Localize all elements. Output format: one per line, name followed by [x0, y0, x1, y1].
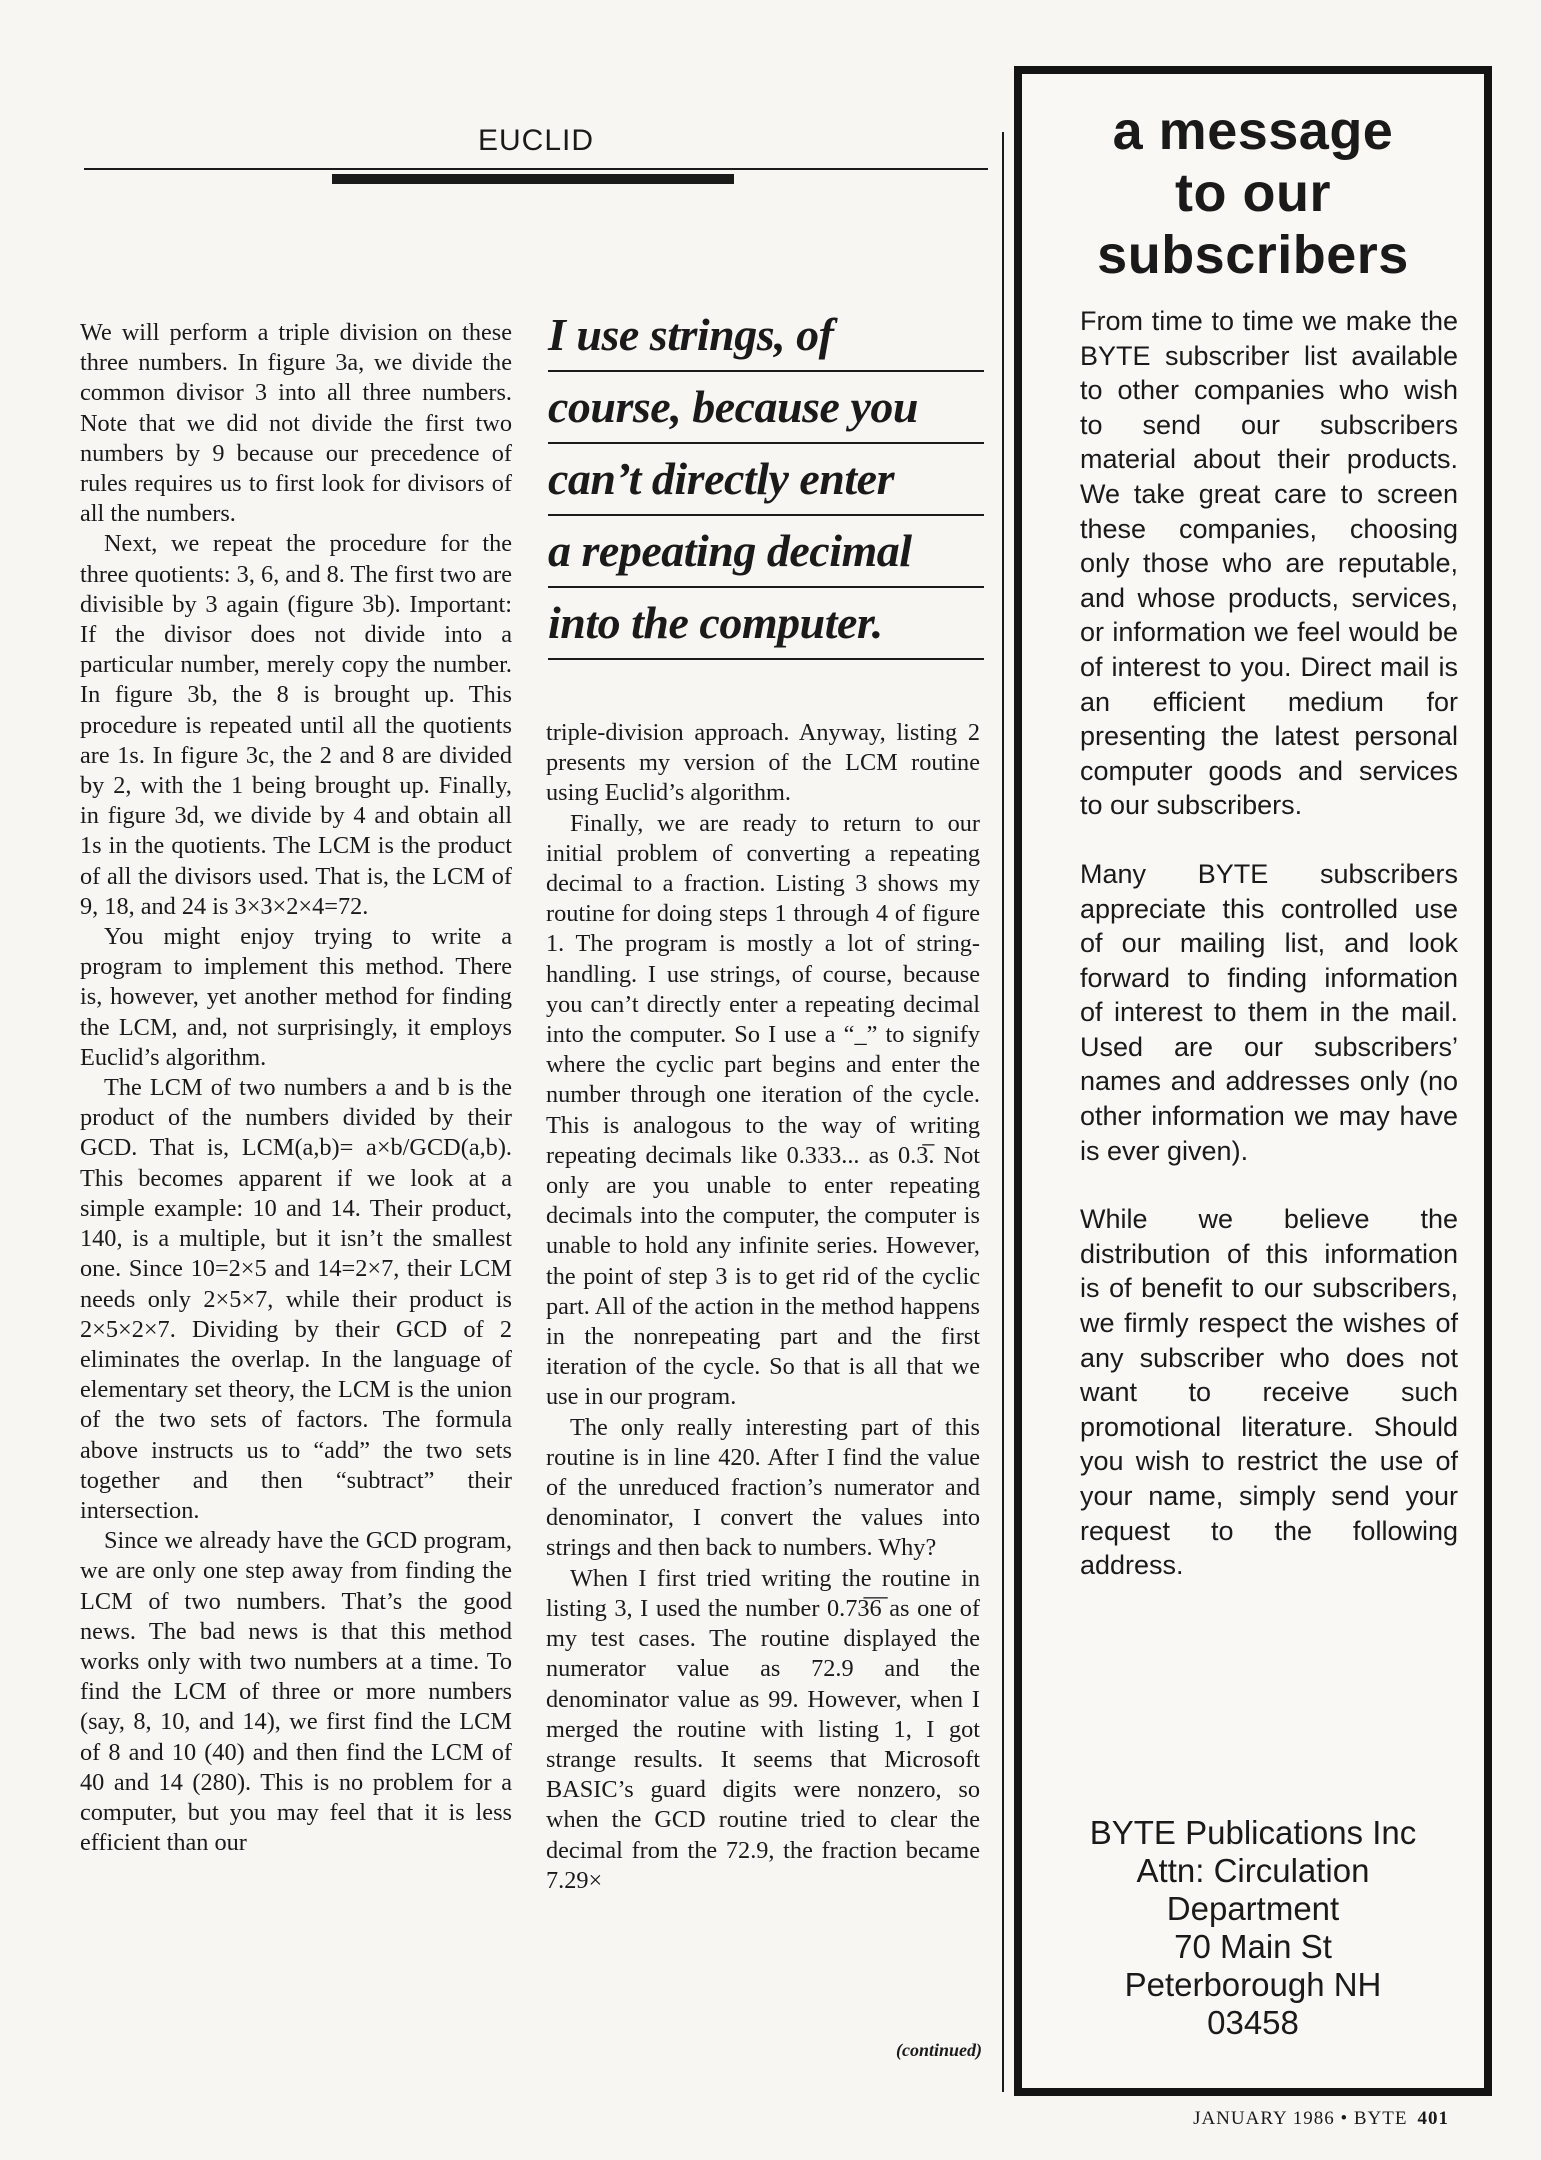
column-rule	[1002, 132, 1004, 2092]
notice-paragraph: Many BYTE subscribers appreciate this controlled use of our mailing list, and look forward to finding information of interest to them in the mail. Used are our subscribers’ names and addresses only (no other information we may have is ever given).	[1080, 858, 1458, 1166]
pull-quote	[548, 300, 984, 660]
address-line: 70 Main St	[1174, 1928, 1332, 1965]
notice-paragraph: While we believe the distribution of this information is of benefit to our subscribers, we firmly respect the wishes of any subscriber who does not want to receive such promotional literature. Should you wish to restrict the use of your name, simply send your request to the following address.	[1080, 1204, 1458, 1581]
article-column-1	[80, 318, 512, 1858]
address-line: Department	[1166, 1890, 1340, 1927]
notice-title-line: to our	[1175, 163, 1331, 223]
address-line: Attn: Circulation	[1136, 1852, 1370, 1889]
paragraph: Finally, we are ready to return to our initial problem of converting a repeating decimal to a fraction. Listing 3 shows my routine for doing steps 1 through 4 of figure 1. The program is mostly a lot of string-handling. I use strings, of course, because you can’t directly enter a repeating decimal into the computer. So I use a “_” to signify where the cyclic part begins and enter the number through one iteration of the cycle. This is analogous to the way of writing repeating decimals like 0.333... as 0.3̅. Not only are you unable to enter repeating decimals into the computer, the computer is unable to hold any infinite series. However, the point of step 3 is to get rid of the cyclic part. All of the action in the method happens in the nonrepeating part and the first iteration of the cycle. So that is all that we use in our program.	[546, 809, 980, 1411]
article-column-2	[546, 718, 980, 1896]
notice-paragraph: From time to time we make the BYTE subscriber list available to other companies who wish to send our subscribers material about their products. We take great care to screen these companies, choosing only those who are reputable, and whose products, services, or information we feel would be of interest to you. Direct mail is an efficient medium for presenting the latest personal computer goods and services to our subscribers.	[1080, 306, 1458, 821]
header-bar	[332, 174, 734, 184]
page-number: 401	[1417, 2108, 1449, 2129]
folio-text: JANUARY 1986 • BYTE	[1193, 2108, 1408, 2129]
notice-title-line: subscribers	[1097, 225, 1409, 285]
paragraph: Next, we repeat the procedure for the three quotients: 3, 6, and 8. The first two are divisible by 3 again (figure 3b). Important: If the divisor does not divide into a particular number, merely copy the number. In figure 3b, the 8 is brought up. This procedure is repeated until all the quotients are 1s. In figure 3c, the 2 and 8 are divided by 2, with the 1 being brought up. Finally, in figure 3d, we divide by 4 and obtain all 1s in the quotients. The LCM is the product of all the divisors used. That is, the LCM of 9, 18, and 24 is 3×3×2×4=72.	[80, 530, 512, 920]
mailing-address	[1022, 1814, 1484, 2042]
paragraph: We will perform a triple division on these three numbers. In figure 3a, we divide the common divisor 3 into all three numbers. Note that we did not divide the first two numbers by 9 because our precedence of rules requires us to first look for divisors of all the numbers.	[80, 319, 512, 528]
pull-quote-line: into the computer.	[548, 588, 984, 660]
page-folio	[1193, 2108, 1449, 2130]
pull-quote-line: course, because you	[548, 372, 984, 444]
notice-title	[1022, 100, 1484, 286]
paragraph: You might enjoy trying to write a program to implement this method. There is, however, yet another method for finding the LCM, and, not surprisingly, it employs Euclid’s algorithm.	[80, 923, 512, 1071]
continued-label: (continued)	[895, 2040, 982, 2060]
header-rule	[84, 168, 988, 170]
subscriber-notice-box	[1014, 66, 1492, 2096]
paragraph: triple-division approach. Anyway, listing 2 presents my version of the LCM routine using Euclid’s algorithm.	[546, 719, 980, 807]
address-line: BYTE Publications Inc	[1089, 1814, 1417, 1851]
pull-quote-line: can’t directly enter	[548, 444, 984, 516]
pull-quote-line: a repeating decimal	[548, 516, 984, 588]
paragraph: Since we already have the GCD program, we are only one step away from finding the LCM of two numbers. That’s the good news. The bad news is that this method works only with two numbers at a time. To find the LCM of three or more numbers (say, 8, 10, and 14), we first find the LCM of 8 and 10 (40) and then find the LCM of 40 and 14 (280). This is no problem for a computer, but you may feel that it is less efficient than our	[80, 1527, 512, 1857]
address-line: Peterborough NH	[1124, 1966, 1382, 2003]
paragraph: The LCM of two numbers a and b is the product of the numbers divided by their GCD. That is, LCM(a,b)= a×b/GCD(a,b). This becomes apparent if we look at a simple example: 10 and 14. Their product, 140, is a multiple, but it isn’t the smallest one. Since 10=2×5 and 14=2×7, their LCM needs only 2×5×7, while their product is 2×5×2×7. Dividing by their GCD of 2 eliminates the overlap. In the language of elementary set theory, the LCM is the union of the two sets of factors. The formula above instructs us to “add” the two sets together and then “subtract” their intersection.	[80, 1074, 512, 1524]
address-line: 03458	[1207, 2004, 1299, 2041]
notice-title-line: a message	[1112, 101, 1394, 161]
paragraph: The only really interesting part of this routine is in line 420. After I find the value of the unreduced fraction’s numerator and denominator, I convert the values into strings and then back to numbers. Why?	[546, 1413, 980, 1562]
notice-body	[1080, 304, 1458, 1617]
paragraph: When I first tried writing the routine in listing 3, I used the number 0.73̅6̅ as one of my test cases. The routine displayed the numerator value as 72.9 and the denominator value as 99. However, when I merged the routine with listing 1, I got strange results. It seems that Microsoft BASIC’s guard digits were nonzero, so when the GCD routine tried to clear the decimal from the 72.9, the fraction became 7.29×	[546, 1564, 980, 1894]
pull-quote-line: I use strings, of	[548, 300, 984, 372]
running-head: EUCLID	[477, 124, 595, 157]
